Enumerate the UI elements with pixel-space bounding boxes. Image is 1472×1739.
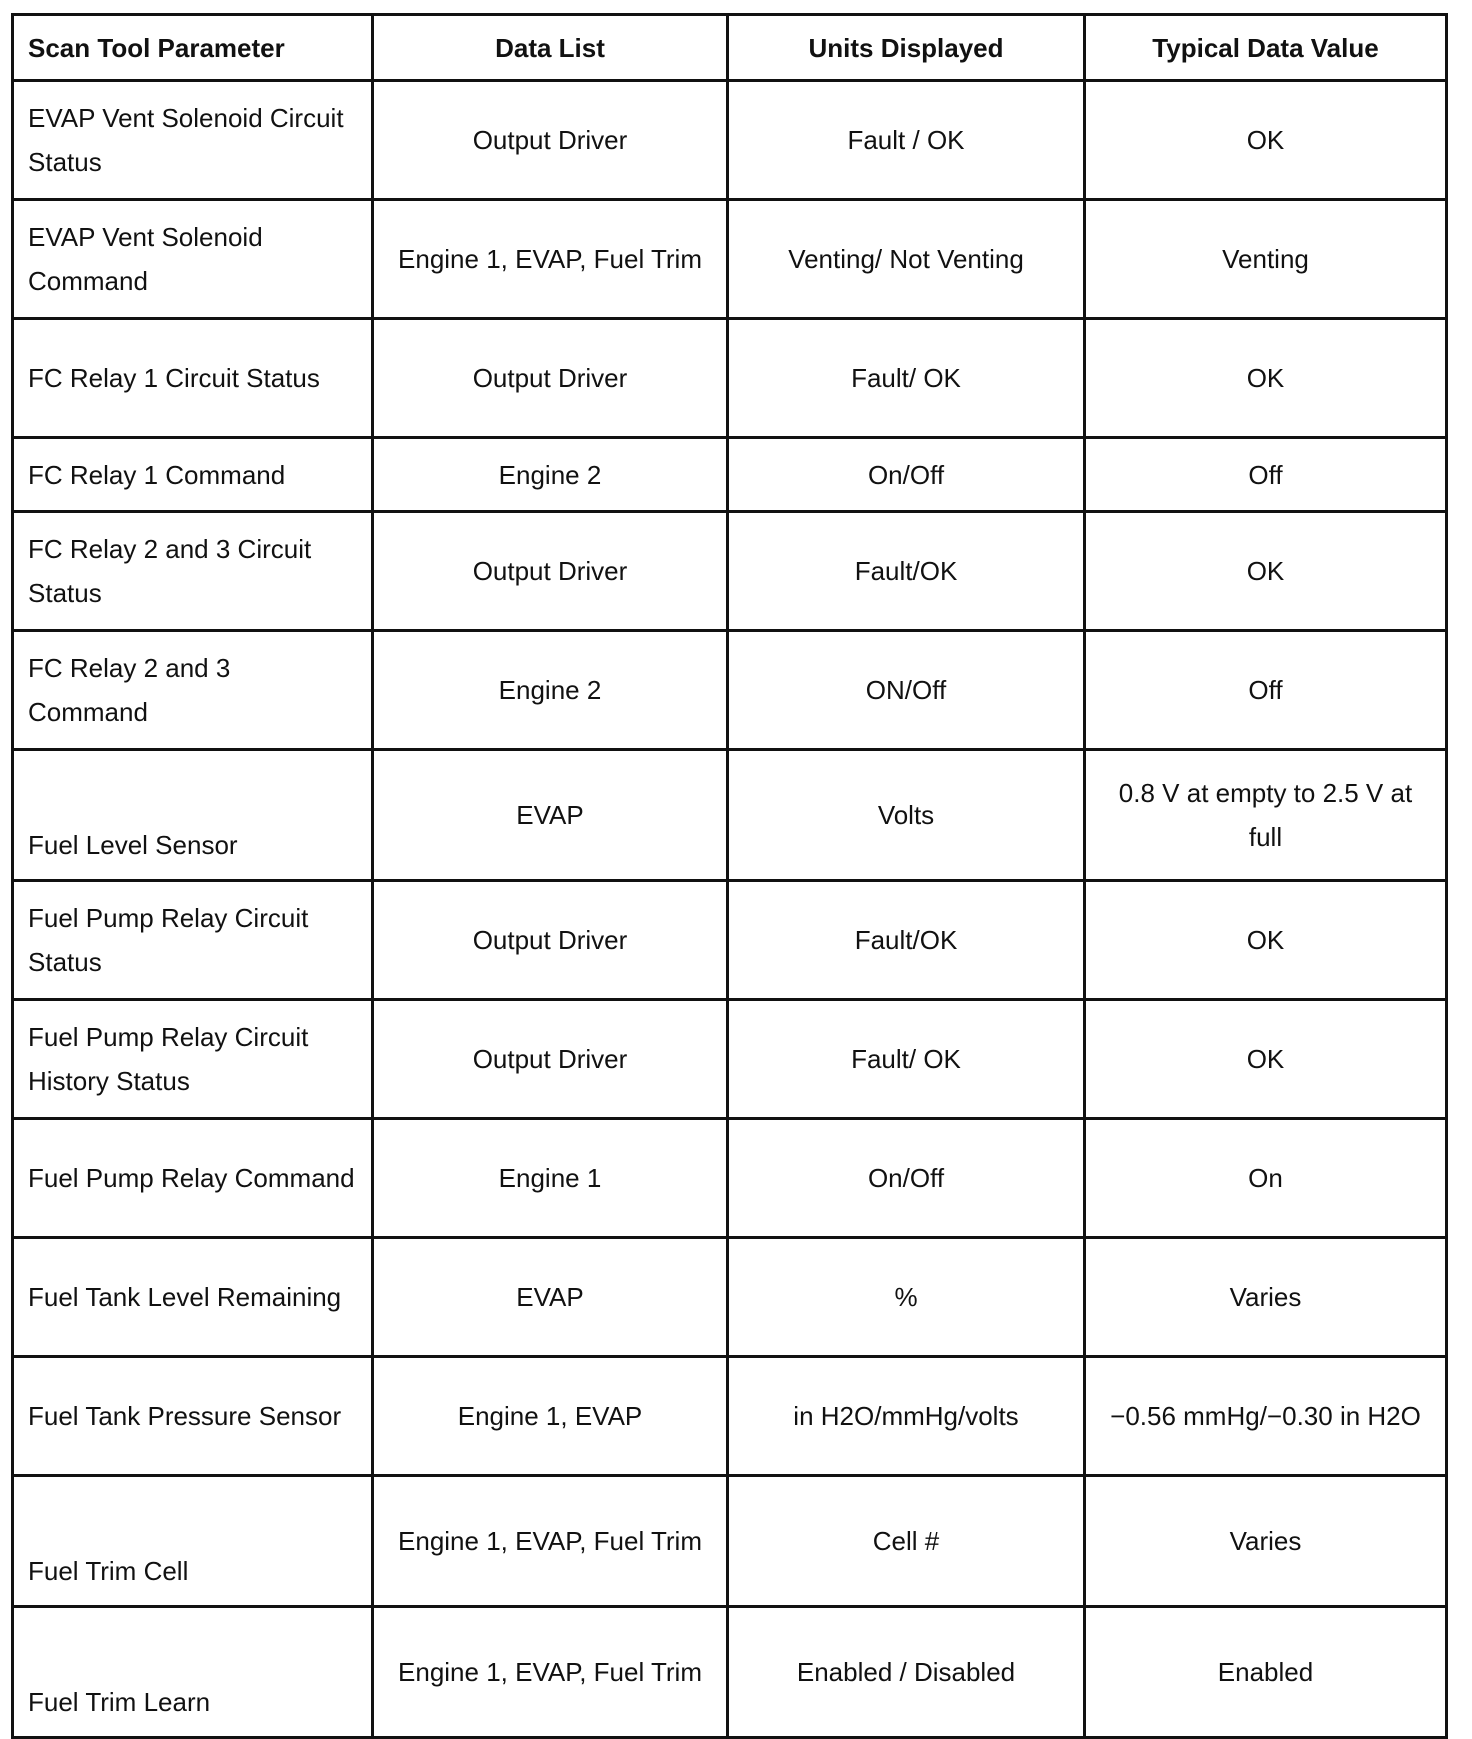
cell-parameter: EVAP Vent Solenoid Command	[13, 200, 373, 319]
header-data-list: Data List	[373, 15, 728, 81]
cell-typical-value: Varies	[1085, 1476, 1447, 1607]
cell-typical-value: Venting	[1085, 200, 1447, 319]
cell-data-list: Engine 2	[373, 438, 728, 512]
cell-data-list: Output Driver	[373, 81, 728, 200]
cell-units: On/Off	[728, 1119, 1085, 1238]
table-row	[13, 1238, 1447, 1357]
cell-parameter: FC Relay 1 Circuit Status	[13, 319, 373, 438]
cell-typical-value: OK	[1085, 81, 1447, 200]
cell-typical-value: Off	[1085, 631, 1447, 750]
header-units-displayed: Units Displayed	[728, 15, 1085, 81]
cell-parameter: Fuel Trim Cell	[13, 1476, 373, 1607]
cell-parameter: Fuel Level Sensor	[13, 750, 373, 881]
cell-parameter: Fuel Trim Learn	[13, 1607, 373, 1738]
cell-parameter: FC Relay 1 Command	[13, 438, 373, 512]
cell-data-list: Engine 1, EVAP	[373, 1357, 728, 1476]
table-row	[13, 1357, 1447, 1476]
table-row	[13, 438, 1447, 512]
header-typical-data-value: Typical Data Value	[1085, 15, 1447, 81]
cell-data-list: Engine 2	[373, 631, 728, 750]
table-row	[13, 319, 1447, 438]
cell-data-list: Output Driver	[373, 1000, 728, 1119]
cell-data-list: EVAP	[373, 1238, 728, 1357]
cell-units: Fault/OK	[728, 512, 1085, 631]
cell-typical-value: 0.8 V at empty to 2.5 V at full	[1085, 750, 1447, 881]
cell-units: Fault/ OK	[728, 1000, 1085, 1119]
table-row	[13, 200, 1447, 319]
table-row	[13, 881, 1447, 1000]
cell-units: Fault/ OK	[728, 319, 1085, 438]
cell-units: Cell #	[728, 1476, 1085, 1607]
cell-units: %	[728, 1238, 1085, 1357]
cell-parameter: Fuel Tank Pressure Sensor	[13, 1357, 373, 1476]
cell-typical-value: OK	[1085, 512, 1447, 631]
cell-data-list: Output Driver	[373, 319, 728, 438]
cell-parameter: FC Relay 2 and 3 Circuit Status	[13, 512, 373, 631]
table-body	[13, 81, 1447, 1738]
cell-typical-value: Enabled	[1085, 1607, 1447, 1738]
table-row	[13, 1607, 1447, 1738]
cell-data-list: Output Driver	[373, 512, 728, 631]
table-row	[13, 631, 1447, 750]
scan-tool-parameter-table	[11, 13, 1448, 1739]
header-scan-tool-parameter: Scan Tool Parameter	[13, 15, 373, 81]
cell-typical-value: On	[1085, 1119, 1447, 1238]
cell-units: Fault / OK	[728, 81, 1085, 200]
cell-units: Volts	[728, 750, 1085, 881]
cell-parameter: Fuel Tank Level Remaining	[13, 1238, 373, 1357]
cell-data-list: EVAP	[373, 750, 728, 881]
cell-units: Fault/OK	[728, 881, 1085, 1000]
cell-typical-value: Varies	[1085, 1238, 1447, 1357]
cell-typical-value: −0.56 mmHg/−0.30 in H2O	[1085, 1357, 1447, 1476]
cell-typical-value: OK	[1085, 319, 1447, 438]
table-row	[13, 81, 1447, 200]
cell-parameter: Fuel Pump Relay Command	[13, 1119, 373, 1238]
table-row	[13, 512, 1447, 631]
header-row	[13, 15, 1447, 81]
cell-units: in H2O/mmHg/volts	[728, 1357, 1085, 1476]
table-row	[13, 750, 1447, 881]
cell-units: On/Off	[728, 438, 1085, 512]
table-header	[13, 15, 1447, 81]
cell-typical-value: OK	[1085, 881, 1447, 1000]
table-row	[13, 1119, 1447, 1238]
cell-units: Enabled / Disabled	[728, 1607, 1085, 1738]
cell-data-list: Output Driver	[373, 881, 728, 1000]
cell-parameter: Fuel Pump Relay Circuit History Status	[13, 1000, 373, 1119]
cell-typical-value: OK	[1085, 1000, 1447, 1119]
cell-data-list: Engine 1, EVAP, Fuel Trim	[373, 1476, 728, 1607]
cell-parameter: EVAP Vent Solenoid Circuit Status	[13, 81, 373, 200]
cell-data-list: Engine 1, EVAP, Fuel Trim	[373, 1607, 728, 1738]
table-row	[13, 1476, 1447, 1607]
cell-parameter: FC Relay 2 and 3 Command	[13, 631, 373, 750]
table-row	[13, 1000, 1447, 1119]
cell-units: ON/Off	[728, 631, 1085, 750]
cell-parameter: Fuel Pump Relay Circuit Status	[13, 881, 373, 1000]
cell-typical-value: Off	[1085, 438, 1447, 512]
cell-units: Venting/ Not Venting	[728, 200, 1085, 319]
cell-data-list: Engine 1	[373, 1119, 728, 1238]
cell-data-list: Engine 1, EVAP, Fuel Trim	[373, 200, 728, 319]
